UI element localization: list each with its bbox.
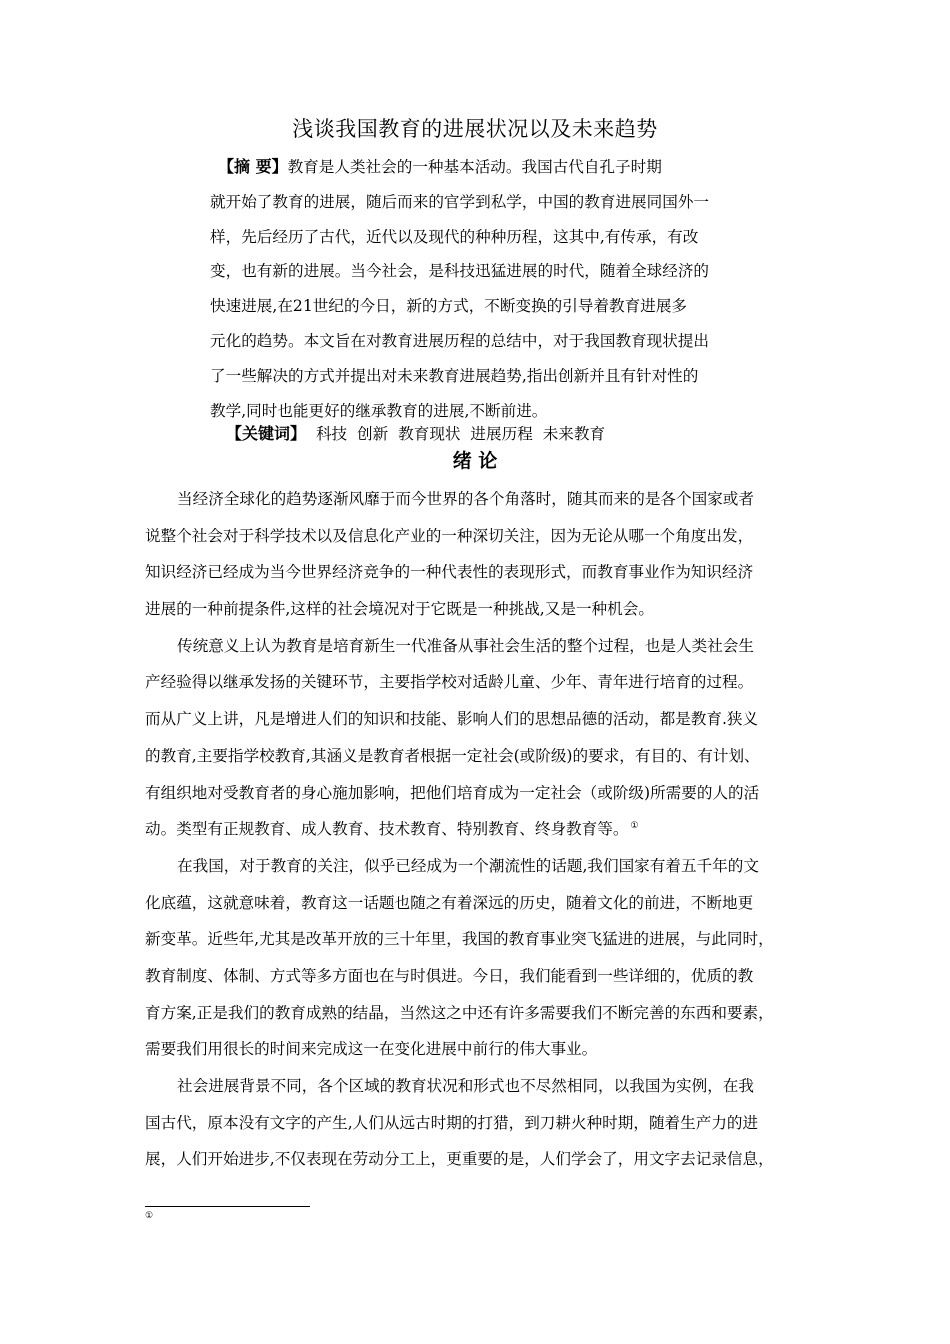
abstract-line: 快速进展,在21世纪的今日，新的方式，不断变换的引导着教育进展多 [210,297,688,316]
abstract-line [198,150,750,185]
body-line: 的教育,主要指学校教育,其涵义是教育者根据一定社会(或阶级)的要求，有目的、有计划、 [145,746,760,765]
body-line: 育方案,正是我们的教育成熟的结晶，当然这之中还有许多需要我们不断完善的东西和要素， [145,1003,774,1022]
footnote-text: ① [145,1211,154,1221]
abstract-line: 了一些解决的方式并提出对未来教育进展趋势,指出创新并且有针对性的 [210,366,699,385]
body-line: 需要我们用很长的时间来完成这一在变化进展中前行的伟大事业。 [145,1040,598,1059]
abstract-label: 【摘 要】 [218,157,288,176]
footnote-divider [145,1206,310,1207]
body-line: 说整个社会对于科学技术以及信息化产业的一种深切关注，因为无论从哪一个角度出发， [145,526,754,545]
body-line: 知识经济已经成为当今世界经济竞争的一种代表性的表现形式，而教育事业作为知识经济 [145,563,754,582]
keywords-block [226,420,605,448]
body-line: 产经验得以继承发扬的关键环节，主要指学校对适龄儿童、少年、青年进行培育的过程。 [145,673,754,692]
body-line: 在我国，对于教育的关注，似乎已经成为一个潮流性的话题,我们国家有着五千年的文 [177,856,759,875]
abstract-block [210,150,750,428]
body-line: 化底蕴，这就意味着，教育这一话题也随之有着深远的历史，随着文化的前进，不断地更 [145,893,754,912]
body-line: 社会进展背景不同，各个区域的教育状况和形式也不尽然相同，以我国为实例，在我 [177,1077,754,1095]
body-line: 而从广义上讲，凡是增进人们的知识和技能、影响人们的思想品德的活动，都是教育.狭义 [145,710,759,729]
body-line: 当经济全球化的趋势逐渐风靡于而今世界的各个角落时，随其而来的是各个国家或者 [177,490,754,508]
body-line: 有组织地对受教育者的身心施加影响，把他们培育成为一定社会（或阶级)所需要的人的活 [145,783,760,802]
body-line: 国古代，原本没有文字的产生,人们从远古时期的打猎，到刀耕火种时期，随着生产力的进 [145,1113,759,1132]
body-line: 进展的一种前提条件,这样的社会境况对于它既是一种挑战,又是一种机会。 [145,600,654,619]
section-heading: 绪 论 [452,450,498,472]
body-line: 教育制度、体制、方式等多方面也在与时俱进。今日，我们能看到一些详细的，优质的教 [145,966,754,985]
paper-title: 浅谈我国教育的进展状况以及未来趋势 [292,117,658,141]
body-line: 新变革。近些年,尤其是改革开放的三十年里，我国的教育事业突飞猛进的进展，与此同时， [145,930,774,949]
abstract-text: 教育是人类社会的一种基本活动。我国古代自孔子时期 [287,158,662,176]
body-line: 传统意义上认为教育是培育新生一代准备从事社会生活的整个过程，也是人类社会生 [177,636,754,655]
body-line [145,811,817,848]
keywords-label: 【关键词】 [226,424,307,443]
footnote-reference[interactable]: ① [630,821,639,831]
body-line: 展，人们开始进步,不仅表现在劳动分工上，更重要的是，人们学会了，用文字去记录信息， [145,1150,774,1169]
abstract-line: 教学,同时也能更好的继承教育的进展,不断前进。 [210,401,548,420]
abstract-line: 就开始了教育的进展，随后而来的官学到私学，中国的教育进展同国外一 [210,192,710,211]
abstract-line: 元化的趋势。本文旨在对教育进展历程的总结中，对于我国教育现状提出 [210,331,710,350]
body-text [145,481,817,1178]
abstract-line: 变，也有新的进展。当今社会，是科技迅猛进展的时代，随着全球经济的 [210,262,710,281]
body-line-text: 动。类型有正规教育、成人教育、技术教育、特别教育、终身教育等。 [145,820,629,839]
abstract-line: 样，先后经历了古代，近代以及现代的种种历程，这其中,有传承，有改 [210,227,699,246]
keywords-text: 科技 创新 教育现状 进展历程 未来教育 [315,425,606,443]
